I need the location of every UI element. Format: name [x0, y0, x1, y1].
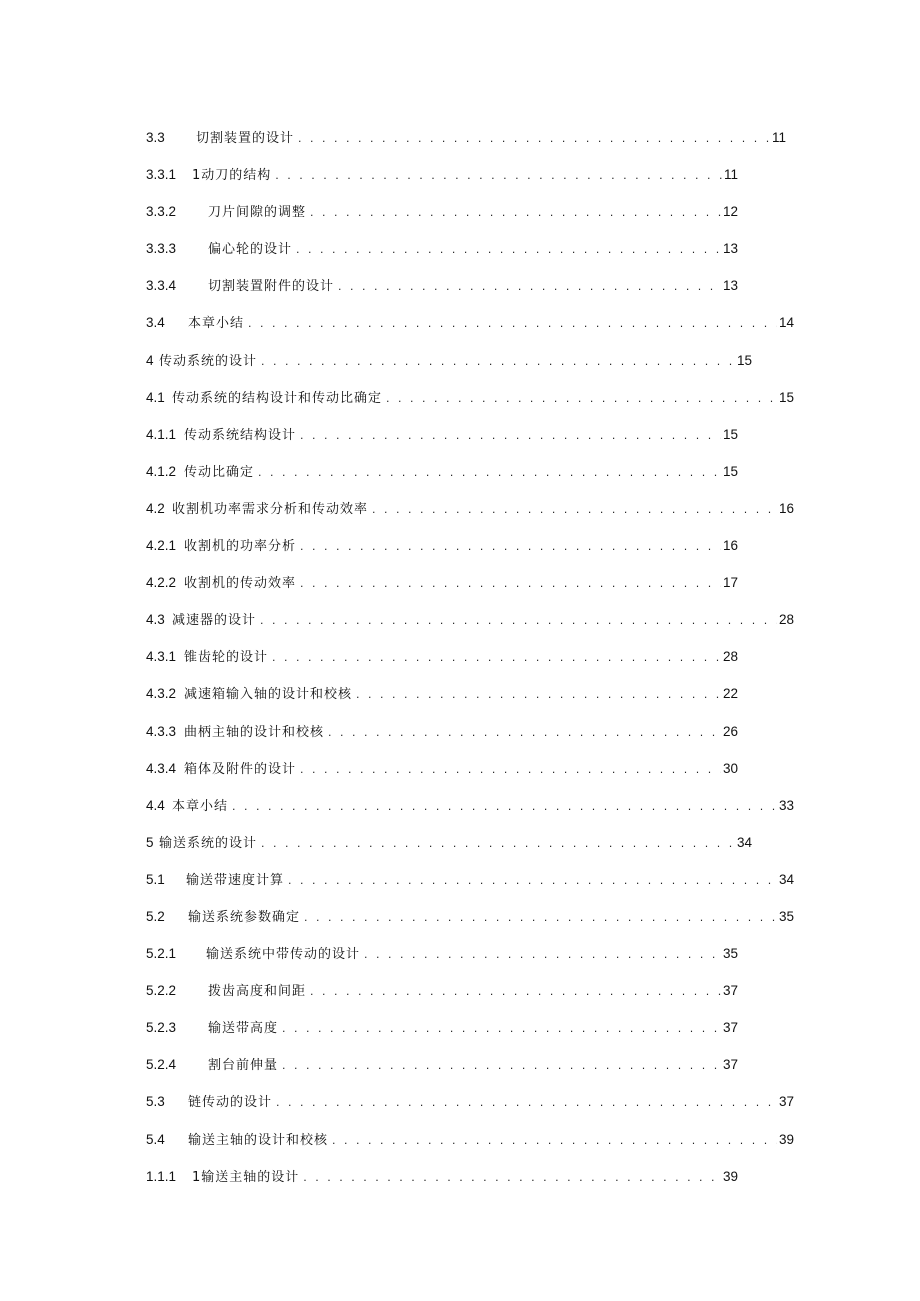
toc-leader-dots [328, 714, 721, 750]
toc-entry[interactable] [146, 972, 806, 1009]
toc-entry-title: 割台前伸量 [208, 1058, 279, 1074]
toc-entry-number: 4.1 [146, 389, 165, 405]
toc-entry[interactable] [146, 379, 806, 416]
toc-leader-dots [260, 602, 777, 638]
toc-entry[interactable] [146, 527, 806, 564]
toc-leader-dots [276, 1084, 777, 1120]
toc-entry-title: 输送系统的设计 [159, 835, 258, 851]
toc-entry-title: 切割装置附件的设计 [208, 279, 335, 295]
toc-leader-dots [282, 1047, 721, 1083]
toc-leader-dots [296, 231, 721, 267]
toc-leader-dots [300, 528, 721, 564]
toc-entry-title: 输送系统参数确定 [188, 909, 301, 925]
toc-entry-title: 输送带速度计算 [186, 872, 285, 888]
toc-entry[interactable] [146, 564, 806, 601]
toc-leader-dots [258, 454, 721, 490]
toc-entry-number: 5.2.2 [146, 983, 177, 999]
toc-entry[interactable] [146, 416, 806, 453]
toc-entry-page: 35 [778, 908, 794, 924]
toc-leader-dots [310, 194, 721, 230]
toc-entry-title: 收割机的功率分析 [184, 539, 297, 555]
toc-entry[interactable] [146, 119, 806, 156]
toc-entry-page: 37 [722, 983, 738, 999]
toc-entry-page: 37 [722, 1020, 738, 1036]
toc-entry-page: 22 [722, 686, 738, 702]
toc-entry-title: 收割机的传动效率 [184, 576, 297, 592]
toc-leader-dots [304, 899, 777, 935]
toc-entry-title: 输送系统中带传动的设计 [206, 947, 361, 963]
toc-entry-number: 5 [146, 834, 154, 850]
toc-entry-title: 传动系统的设计 [159, 353, 258, 369]
toc-entry-title: 1输送主轴的设计 [192, 1169, 300, 1185]
toc-entry[interactable] [146, 156, 806, 193]
toc-leader-dots [232, 788, 777, 824]
toc-entry-page: 17 [722, 575, 738, 591]
toc-entry-title: 本章小结 [188, 316, 245, 332]
toc-entry-number: 5.2.4 [146, 1057, 177, 1073]
toc-entry-title: 锥齿轮的设计 [184, 650, 269, 666]
toc-entry-number: 4.3.1 [146, 649, 177, 665]
toc-entry-number: 4.2.2 [146, 575, 177, 591]
toc-entry-number: 3.3.3 [146, 241, 177, 257]
toc-entry-title: 箱体及附件的设计 [184, 761, 297, 777]
toc-entry-page: 15 [736, 352, 752, 368]
toc-leader-dots [248, 305, 777, 341]
toc-entry-page: 39 [778, 1131, 794, 1147]
toc-leader-dots [261, 825, 735, 861]
toc-entry-number: 4.4 [146, 797, 165, 813]
toc-leader-dots [300, 565, 721, 601]
toc-entry[interactable] [146, 898, 806, 935]
toc-entry-number: 3.3 [146, 130, 165, 145]
toc-entry-page: 37 [722, 1057, 738, 1073]
toc-entry-page: 11 [771, 130, 786, 145]
toc-entry-number: 4.3.4 [146, 760, 177, 776]
toc-entry[interactable] [146, 1121, 806, 1158]
toc-entry-page: 15 [778, 389, 794, 405]
toc-entry[interactable] [146, 787, 806, 824]
toc-leader-dots [300, 751, 721, 787]
toc-entry[interactable] [146, 1046, 806, 1083]
toc-entry-page: 26 [722, 723, 738, 739]
toc-entry[interactable] [146, 342, 806, 379]
toc-leader-dots [310, 973, 721, 1009]
toc-entry[interactable] [146, 453, 806, 490]
toc-leader-dots [332, 1122, 777, 1158]
toc-entry-number: 4.1.2 [146, 463, 177, 479]
toc-entry-page: 33 [778, 797, 794, 813]
toc-leader-dots [300, 417, 721, 453]
toc-entry-title: 刀片间隙的调整 [208, 205, 307, 221]
toc-entry-title: 输送主轴的设计和校核 [188, 1132, 329, 1148]
table-of-contents [146, 119, 806, 1195]
toc-entry[interactable] [146, 1009, 806, 1046]
toc-entry-title: 本章小结 [172, 798, 229, 814]
toc-entry-title: 偏心轮的设计 [208, 242, 293, 258]
toc-leader-dots [338, 268, 721, 304]
toc-entry-title: 切割装置的设计 [196, 131, 295, 146]
toc-entry[interactable] [146, 1158, 806, 1195]
toc-leader-dots [298, 120, 770, 156]
toc-leader-dots [386, 380, 777, 416]
toc-entry-title: 链传动的设计 [188, 1095, 273, 1111]
toc-entry-number: 4.3.2 [146, 686, 177, 702]
toc-entry-number: 5.2 [146, 908, 165, 924]
toc-entry-title: 减速器的设计 [172, 613, 257, 629]
toc-entry-page: 39 [722, 1168, 738, 1184]
toc-leader-dots [272, 639, 721, 675]
toc-entry[interactable] [146, 824, 806, 861]
toc-entry[interactable] [146, 1083, 806, 1120]
toc-entry[interactable] [146, 713, 806, 750]
toc-entry[interactable] [146, 638, 806, 675]
toc-entry-number: 4.1.1 [146, 426, 177, 442]
toc-entry-number: 3.3.2 [146, 204, 177, 220]
toc-entry[interactable] [146, 601, 806, 638]
toc-entry-page: 34 [736, 834, 752, 850]
toc-entry-page: 37 [778, 1094, 794, 1110]
toc-entry-page: 16 [778, 500, 794, 516]
toc-entry[interactable] [146, 675, 806, 712]
toc-entry-page: 13 [722, 241, 738, 257]
toc-entry[interactable] [146, 490, 806, 527]
toc-entry[interactable] [146, 230, 806, 267]
toc-entry[interactable] [146, 935, 806, 972]
toc-leader-dots [364, 936, 721, 972]
toc-leader-dots [372, 491, 777, 527]
toc-entry[interactable] [146, 267, 806, 304]
toc-entry-page: 11 [723, 167, 738, 183]
toc-entry-number: 5.2.3 [146, 1020, 177, 1036]
toc-leader-dots [261, 343, 735, 379]
toc-entry-page: 30 [722, 760, 738, 776]
toc-entry-page: 35 [722, 946, 738, 962]
toc-entry-title: 1动刀的结构 [192, 168, 272, 184]
toc-entry-title: 拨齿高度和间距 [208, 984, 307, 1000]
toc-entry-number: 5.1 [146, 871, 165, 887]
toc-entry-number: 4 [146, 352, 154, 368]
toc-entry-title: 曲柄主轴的设计和校核 [184, 724, 325, 740]
toc-entry-page: 15 [722, 463, 738, 479]
toc-entry-page: 16 [722, 538, 738, 554]
toc-entry[interactable] [146, 304, 806, 341]
toc-entry[interactable] [146, 193, 806, 230]
toc-leader-dots [275, 157, 722, 193]
toc-entry-number: 3.4 [146, 315, 165, 331]
toc-entry-page: 34 [778, 871, 794, 887]
toc-leader-dots [303, 1159, 721, 1195]
toc-entry-title: 传动系统结构设计 [184, 427, 297, 443]
toc-entry-number: 3.3.4 [146, 278, 177, 294]
toc-entry-number: 3.3.1 [146, 167, 177, 183]
toc-leader-dots [288, 862, 777, 898]
toc-entry-page: 15 [722, 426, 738, 442]
toc-entry[interactable] [146, 861, 806, 898]
toc-entry-page: 12 [722, 204, 738, 220]
toc-leader-dots [282, 1010, 721, 1046]
toc-entry-number: 1.1.1 [146, 1168, 177, 1184]
toc-entry-title: 输送带高度 [208, 1021, 279, 1037]
toc-entry-number: 4.2 [146, 500, 165, 516]
toc-entry-number: 4.2.1 [146, 538, 177, 554]
toc-entry-page: 28 [722, 649, 738, 665]
toc-entry-number: 5.2.1 [146, 946, 177, 962]
toc-entry-number: 5.4 [146, 1131, 165, 1147]
toc-entry-page: 13 [722, 278, 738, 294]
toc-entry-title: 传动系统的结构设计和传动比确定 [172, 390, 383, 406]
toc-entry-title: 收割机功率需求分析和传动效率 [172, 501, 369, 517]
toc-leader-dots [356, 676, 721, 712]
toc-entry-title: 传动比确定 [184, 464, 255, 480]
toc-entry-title: 减速箱输入轴的设计和校核 [184, 687, 353, 703]
toc-entry-page: 28 [778, 612, 794, 628]
toc-entry-number: 5.3 [146, 1094, 165, 1110]
toc-entry-number: 4.3.3 [146, 723, 177, 739]
toc-entry-page: 14 [778, 315, 794, 331]
toc-entry[interactable] [146, 750, 806, 787]
toc-entry-number: 4.3 [146, 612, 165, 628]
